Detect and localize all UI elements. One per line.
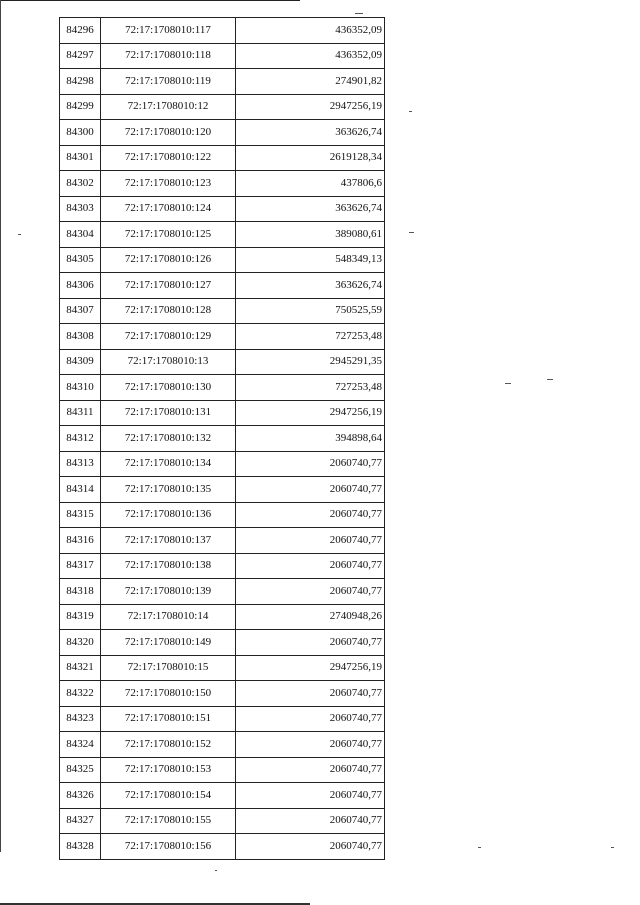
row-number: 84326: [60, 783, 101, 809]
cadastral-value: 2947256,19: [236, 400, 385, 426]
cadastral-number: 72:17:1708010:136: [101, 502, 236, 528]
cadastral-value: 2060740,77: [236, 579, 385, 605]
table-row: [60, 222, 385, 248]
table-row: [60, 94, 385, 120]
cadastral-value: 394898,64: [236, 426, 385, 452]
cadastral-number: 72:17:1708010:122: [101, 145, 236, 171]
cadastral-value: 2947256,19: [236, 94, 385, 120]
row-number: 84327: [60, 808, 101, 834]
row-number: 84316: [60, 528, 101, 554]
cadastral-value: 363626,74: [236, 273, 385, 299]
cadastral-number: 72:17:1708010:130: [101, 375, 236, 401]
cadastral-number: 72:17:1708010:152: [101, 732, 236, 758]
cadastral-value-table: [59, 17, 385, 860]
cadastral-number: 72:17:1708010:129: [101, 324, 236, 350]
cadastral-value: 436352,09: [236, 18, 385, 44]
row-number: 84324: [60, 732, 101, 758]
scan-speck: [505, 383, 511, 384]
cadastral-value: 2945291,35: [236, 349, 385, 375]
table-row: [60, 324, 385, 350]
cadastral-number: 72:17:1708010:154: [101, 783, 236, 809]
cadastral-value: 2060740,77: [236, 502, 385, 528]
table-row: [60, 171, 385, 197]
row-number: 84300: [60, 120, 101, 146]
scan-speck: [215, 870, 217, 871]
cadastral-value: 436352,09: [236, 43, 385, 69]
cadastral-value: 2060740,77: [236, 706, 385, 732]
row-number: 84320: [60, 630, 101, 656]
table-row: [60, 528, 385, 554]
table-row: [60, 579, 385, 605]
cadastral-number: 72:17:1708010:150: [101, 681, 236, 707]
table-row: [60, 120, 385, 146]
table-row: [60, 681, 385, 707]
scan-speck: [409, 232, 414, 233]
row-number: 84302: [60, 171, 101, 197]
row-number: 84313: [60, 451, 101, 477]
row-number: 84317: [60, 553, 101, 579]
table-row: [60, 604, 385, 630]
cadastral-number: 72:17:1708010:118: [101, 43, 236, 69]
cadastral-number: 72:17:1708010:126: [101, 247, 236, 273]
table-row: [60, 808, 385, 834]
row-number: 84305: [60, 247, 101, 273]
table-row: [60, 400, 385, 426]
table-row: [60, 298, 385, 324]
row-number: 84298: [60, 69, 101, 95]
table-body: [60, 18, 385, 860]
row-number: 84314: [60, 477, 101, 503]
row-number: 84323: [60, 706, 101, 732]
cadastral-number: 72:17:1708010:13: [101, 349, 236, 375]
cadastral-value: 437806,6: [236, 171, 385, 197]
cadastral-number: 72:17:1708010:128: [101, 298, 236, 324]
cadastral-value: 2060740,77: [236, 630, 385, 656]
table-row: [60, 783, 385, 809]
scan-speck: [611, 847, 614, 848]
cadastral-value: 2060740,77: [236, 681, 385, 707]
table-row: [60, 553, 385, 579]
row-number: 84322: [60, 681, 101, 707]
row-number: 84299: [60, 94, 101, 120]
cadastral-number: 72:17:1708010:134: [101, 451, 236, 477]
cadastral-value: 2947256,19: [236, 655, 385, 681]
cadastral-value: 2619128,34: [236, 145, 385, 171]
cadastral-number: 72:17:1708010:14: [101, 604, 236, 630]
row-number: 84319: [60, 604, 101, 630]
table-row: [60, 757, 385, 783]
table-row: [60, 477, 385, 503]
table-row: [60, 69, 385, 95]
cadastral-value: 2060740,77: [236, 808, 385, 834]
table-row: [60, 655, 385, 681]
cadastral-value: 548349,13: [236, 247, 385, 273]
cadastral-number: 72:17:1708010:123: [101, 171, 236, 197]
table-row: [60, 451, 385, 477]
cadastral-number: 72:17:1708010:149: [101, 630, 236, 656]
row-number: 84325: [60, 757, 101, 783]
row-number: 84297: [60, 43, 101, 69]
cadastral-value: 2060740,77: [236, 528, 385, 554]
table-row: [60, 426, 385, 452]
top-rule: [0, 0, 300, 1]
row-number: 84301: [60, 145, 101, 171]
scan-speck: [355, 13, 363, 14]
cadastral-number: 72:17:1708010:119: [101, 69, 236, 95]
row-number: 84306: [60, 273, 101, 299]
row-number: 84310: [60, 375, 101, 401]
cadastral-value: 750525,59: [236, 298, 385, 324]
row-number: 84321: [60, 655, 101, 681]
cadastral-value: 389080,61: [236, 222, 385, 248]
table-row: [60, 247, 385, 273]
cadastral-value: 727253,48: [236, 375, 385, 401]
cadastral-value: 363626,74: [236, 120, 385, 146]
scan-speck: [18, 234, 21, 235]
table-row: [60, 18, 385, 44]
row-number: 84307: [60, 298, 101, 324]
cadastral-number: 72:17:1708010:137: [101, 528, 236, 554]
cadastral-number: 72:17:1708010:135: [101, 477, 236, 503]
table-row: [60, 630, 385, 656]
cadastral-number: 72:17:1708010:125: [101, 222, 236, 248]
cadastral-number: 72:17:1708010:124: [101, 196, 236, 222]
table-row: [60, 43, 385, 69]
cadastral-number: 72:17:1708010:12: [101, 94, 236, 120]
scan-speck: [478, 847, 481, 848]
table-row: [60, 502, 385, 528]
cadastral-number: 72:17:1708010:15: [101, 655, 236, 681]
row-number: 84296: [60, 18, 101, 44]
table-row: [60, 196, 385, 222]
table-row: [60, 834, 385, 860]
cadastral-value: 2060740,77: [236, 553, 385, 579]
row-number: 84303: [60, 196, 101, 222]
cadastral-value: 2740948,26: [236, 604, 385, 630]
row-number: 84311: [60, 400, 101, 426]
cadastral-number: 72:17:1708010:153: [101, 757, 236, 783]
cadastral-value: 2060740,77: [236, 477, 385, 503]
row-number: 84312: [60, 426, 101, 452]
row-number: 84309: [60, 349, 101, 375]
cadastral-value: 727253,48: [236, 324, 385, 350]
table-row: [60, 349, 385, 375]
cadastral-value: 2060740,77: [236, 451, 385, 477]
cadastral-number: 72:17:1708010:127: [101, 273, 236, 299]
scan-speck: [547, 379, 553, 380]
table-row: [60, 732, 385, 758]
cadastral-value: 2060740,77: [236, 783, 385, 809]
cadastral-number: 72:17:1708010:155: [101, 808, 236, 834]
cadastral-value: 363626,74: [236, 196, 385, 222]
page-edge: [0, 0, 1, 852]
table-row: [60, 706, 385, 732]
cadastral-number: 72:17:1708010:156: [101, 834, 236, 860]
row-number: 84318: [60, 579, 101, 605]
cadastral-number: 72:17:1708010:132: [101, 426, 236, 452]
table-row: [60, 375, 385, 401]
cadastral-value: 274901,82: [236, 69, 385, 95]
row-number: 84328: [60, 834, 101, 860]
cadastral-value: 2060740,77: [236, 834, 385, 860]
cadastral-number: 72:17:1708010:138: [101, 553, 236, 579]
row-number: 84315: [60, 502, 101, 528]
table-row: [60, 145, 385, 171]
cadastral-number: 72:17:1708010:120: [101, 120, 236, 146]
cadastral-value: 2060740,77: [236, 732, 385, 758]
row-number: 84308: [60, 324, 101, 350]
scan-speck: [409, 111, 412, 112]
cadastral-number: 72:17:1708010:131: [101, 400, 236, 426]
cadastral-value: 2060740,77: [236, 757, 385, 783]
row-number: 84304: [60, 222, 101, 248]
cadastral-number: 72:17:1708010:117: [101, 18, 236, 44]
cadastral-number: 72:17:1708010:139: [101, 579, 236, 605]
table-row: [60, 273, 385, 299]
cadastral-number: 72:17:1708010:151: [101, 706, 236, 732]
